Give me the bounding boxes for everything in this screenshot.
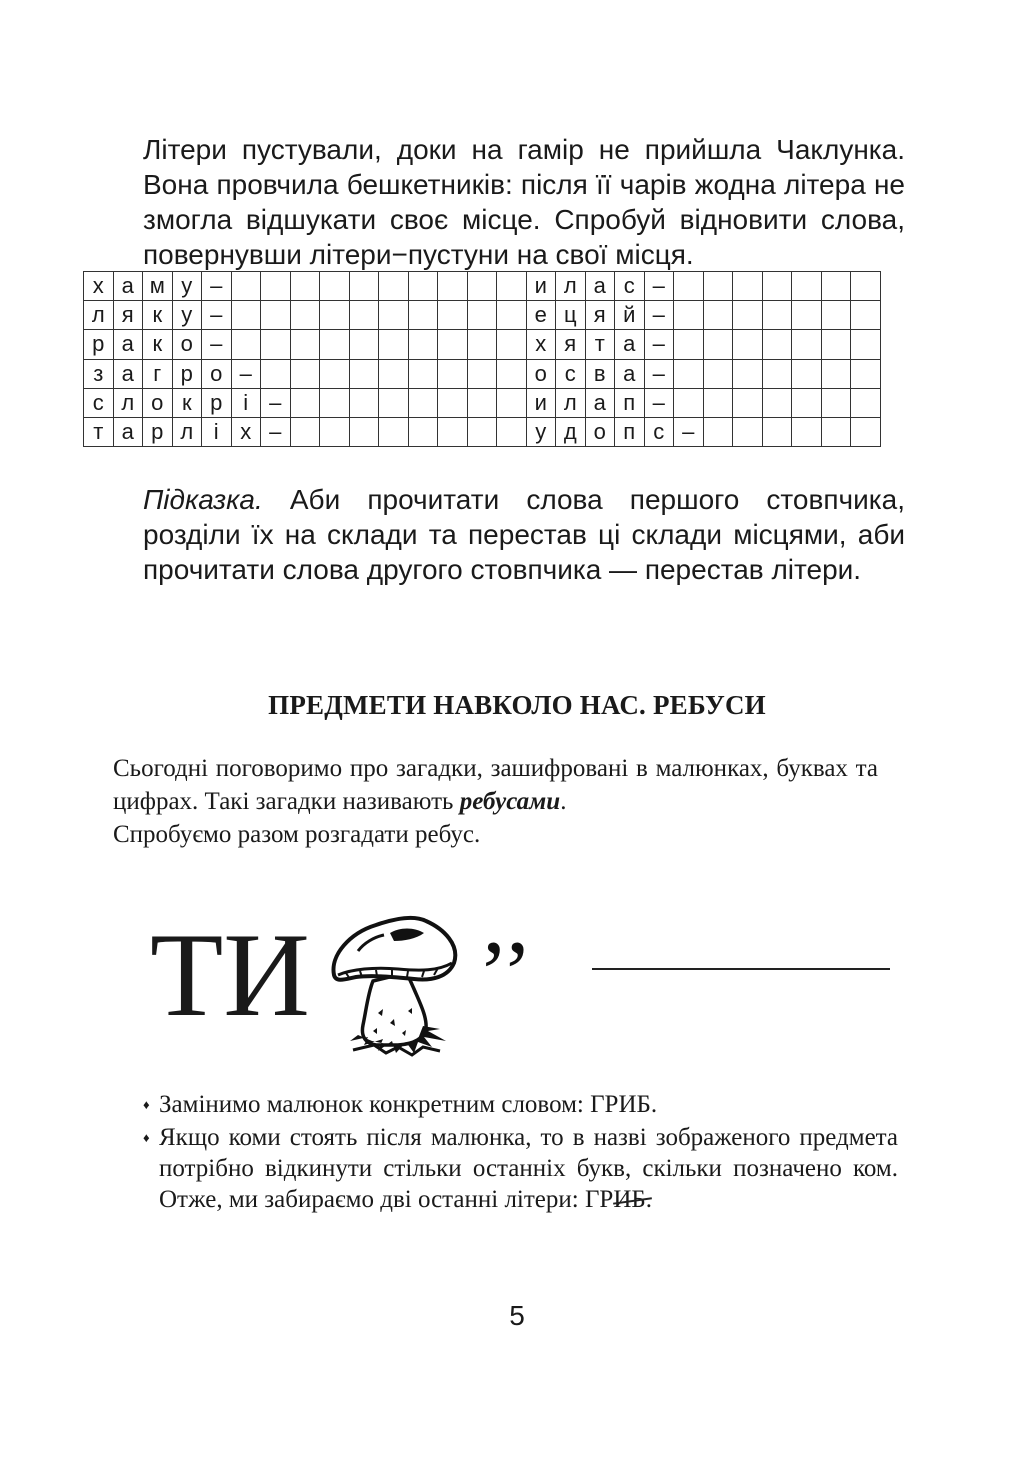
grid-cell [290, 330, 320, 359]
grid-cell [290, 301, 320, 330]
grid-cell: е [526, 301, 556, 330]
bullet-1 [143, 1089, 898, 1120]
bullet-2-text [143, 1122, 898, 1215]
grid-row [84, 330, 881, 359]
grid-cell [467, 359, 497, 388]
bullet-marker-2: ♦ [143, 1130, 150, 1145]
grid-cell [733, 301, 763, 330]
grid-cell [851, 359, 881, 388]
page-number: 5 [509, 1300, 525, 1331]
grid-cell [467, 417, 497, 446]
grid-cell [497, 330, 527, 359]
grid-cell [349, 359, 379, 388]
grid-cell: м [143, 272, 173, 301]
hint-label: Підказка. [143, 484, 263, 515]
grid-cell [320, 388, 350, 417]
grid-cell [349, 388, 379, 417]
grid-cell [320, 359, 350, 388]
grid-cell [703, 272, 733, 301]
grid-cell: і [231, 388, 261, 417]
grid-cell: я [556, 330, 586, 359]
grid-cell [438, 301, 468, 330]
grid-cell [320, 330, 350, 359]
grid-cell: л [172, 417, 202, 446]
grid-cell [851, 388, 881, 417]
grid-cell [733, 417, 763, 446]
grid-cell [762, 330, 792, 359]
grid-cell [320, 301, 350, 330]
grid-cell: я [113, 301, 143, 330]
section-heading: ПРЕДМЕТИ НАВКОЛО НАС. РЕБУСИ [268, 690, 766, 720]
grid-cell [792, 388, 822, 417]
grid-cell: а [113, 417, 143, 446]
grid-cell: с [644, 417, 674, 446]
grid-cell [703, 417, 733, 446]
grid-cell: в [585, 359, 615, 388]
grid-cell: и [526, 388, 556, 417]
grid-cell [408, 359, 438, 388]
hint-text: Аби прочитати слова першого стовпчика, розділи їх на склади та перестав ці склади місцями, аби прочитати слова другого стовпчика — перестав літери. [143, 484, 905, 585]
grid-cell [674, 388, 704, 417]
bullet-1-text: Замінимо малюнок конкретним словом: ГРИБ. [159, 1091, 658, 1118]
grid-cell [851, 301, 881, 330]
grid-cell: р [172, 359, 202, 388]
grid-cell [674, 359, 704, 388]
grid-cell: й [615, 301, 645, 330]
grid-cell: т [84, 417, 114, 446]
grid-cell [497, 359, 527, 388]
grid-cell [438, 359, 468, 388]
grid-cell [762, 417, 792, 446]
grid-cell [821, 330, 851, 359]
grid-cell [851, 330, 881, 359]
rebus-commas [478, 922, 538, 1024]
grid-cell [497, 272, 527, 301]
grid-cell [674, 301, 704, 330]
grid-cell: л [556, 272, 586, 301]
grid-cell: а [615, 359, 645, 388]
grid-cell [792, 330, 822, 359]
grid-cell [851, 417, 881, 446]
grid-cell: л [84, 301, 114, 330]
grid-cell [497, 417, 527, 446]
grid-cell: с [556, 359, 586, 388]
grid-cell [438, 388, 468, 417]
rebus-intro-text: Сьогодні поговоримо про загадки, зашифровані в малюнках, буквах та цифрах. Такі загадки називають [113, 755, 878, 815]
grid-cell: – [644, 301, 674, 330]
grid-cell [408, 272, 438, 301]
grid-cell: – [202, 330, 232, 359]
grid-cell: с [615, 272, 645, 301]
grid-cell: – [231, 359, 261, 388]
grid-cell: у [172, 272, 202, 301]
hint-paragraph [143, 482, 905, 587]
grid-cell [290, 272, 320, 301]
grid-cell [408, 388, 438, 417]
grid-cell [497, 301, 527, 330]
grid-cell [261, 272, 291, 301]
grid-cell: о [202, 359, 232, 388]
grid-cell: – [644, 272, 674, 301]
grid-cell [703, 359, 733, 388]
grid-cell [762, 272, 792, 301]
grid-cell [261, 330, 291, 359]
grid-cell [379, 330, 409, 359]
grid-cell: о [526, 359, 556, 388]
rebus-intro-end: . [560, 788, 567, 815]
grid-cell [821, 272, 851, 301]
grid-cell [733, 359, 763, 388]
grid-cell: а [615, 330, 645, 359]
mushroom-icon [328, 913, 463, 1065]
grid-cell [762, 388, 792, 417]
grid-cell: – [644, 359, 674, 388]
grid-cell [674, 330, 704, 359]
grid-cell [467, 301, 497, 330]
grid-cell [290, 417, 320, 446]
grid-cell: ц [556, 301, 586, 330]
grid-cell [733, 330, 763, 359]
grid-cell [320, 272, 350, 301]
grid-cell [821, 417, 851, 446]
rebus-try-paragraph: Спробуємо разом розгадати ребус. [113, 821, 481, 848]
grid-cell: у [526, 417, 556, 446]
grid-cell: – [202, 272, 232, 301]
grid-cell [261, 359, 291, 388]
grid-cell: к [172, 388, 202, 417]
grid-cell: – [202, 301, 232, 330]
bullet-marker-1: ♦ [143, 1097, 150, 1112]
grid-cell [733, 272, 763, 301]
grid-row [84, 417, 881, 446]
grid-cell [438, 330, 468, 359]
grid-cell [231, 272, 261, 301]
grid-cell [379, 388, 409, 417]
grid-cell [821, 388, 851, 417]
grid-cell: и [526, 272, 556, 301]
grid-cell: к [143, 330, 173, 359]
grid-cell: а [113, 359, 143, 388]
grid-cell: а [113, 272, 143, 301]
grid-cell: с [84, 388, 114, 417]
grid-cell: – [261, 417, 291, 446]
grid-cell [792, 301, 822, 330]
grid-cell [792, 272, 822, 301]
grid-cell: т [585, 330, 615, 359]
grid-cell: о [172, 330, 202, 359]
grid-cell [674, 272, 704, 301]
grid-cell [792, 359, 822, 388]
grid-cell: п [615, 388, 645, 417]
grid-cell [438, 272, 468, 301]
letter-grid [83, 271, 881, 447]
grid-cell [349, 272, 379, 301]
grid-cell [379, 301, 409, 330]
grid-cell [379, 272, 409, 301]
grid-cell: р [202, 388, 232, 417]
grid-cell [290, 388, 320, 417]
answer-line [592, 968, 890, 970]
grid-cell: д [556, 417, 586, 446]
grid-cell: х [526, 330, 556, 359]
grid-cell [762, 359, 792, 388]
grid-row [84, 388, 881, 417]
grid-cell [261, 301, 291, 330]
grid-cell: – [644, 330, 674, 359]
grid-cell: х [231, 417, 261, 446]
grid-cell [467, 272, 497, 301]
grid-cell [231, 330, 261, 359]
rebus-commas-text: ’’ [478, 922, 533, 1024]
grid-cell: о [143, 388, 173, 417]
grid-cell [379, 359, 409, 388]
grid-cell [408, 330, 438, 359]
grid-cell [467, 388, 497, 417]
grid-cell [438, 417, 468, 446]
grid-cell: і [202, 417, 232, 446]
grid-cell: а [585, 272, 615, 301]
grid-cell [349, 301, 379, 330]
grid-cell [703, 301, 733, 330]
grid-cell [349, 417, 379, 446]
grid-cell: – [644, 388, 674, 417]
grid-cell: р [84, 330, 114, 359]
intro-paragraph: Літери пустували, доки на гамір не прийшла Чаклунка. Вона провчила бешкетників: після її чарів жодна літера не змогла відшукати своє місце. Спробуй відновити слова, повернувши літери−пустуни на свої місця. [143, 134, 905, 270]
rebus-intro-paragraph [113, 752, 878, 818]
grid-cell: л [556, 388, 586, 417]
grid-cell [821, 301, 851, 330]
grid-row [84, 272, 881, 301]
grid-cell [467, 330, 497, 359]
grid-cell [821, 359, 851, 388]
grid-cell [497, 388, 527, 417]
grid-row [84, 301, 881, 330]
grid-cell [349, 330, 379, 359]
grid-cell [320, 417, 350, 446]
grid-cell [408, 417, 438, 446]
rebus-letters: ТИ [150, 908, 310, 1041]
grid-cell [379, 417, 409, 446]
grid-cell: а [113, 330, 143, 359]
grid-cell [290, 359, 320, 388]
grid-cell: к [143, 301, 173, 330]
bullet-2 [143, 1122, 898, 1215]
grid-cell [762, 301, 792, 330]
grid-cell: х [84, 272, 114, 301]
struck-letters: ИБ. [613, 1186, 653, 1213]
grid-cell: п [615, 417, 645, 446]
rebus-term: ребусами [459, 788, 561, 815]
grid-cell [703, 388, 733, 417]
grid-cell: я [585, 301, 615, 330]
grid-cell [733, 388, 763, 417]
grid-cell [792, 417, 822, 446]
grid-cell: – [261, 388, 291, 417]
grid-cell [703, 330, 733, 359]
grid-cell: г [143, 359, 173, 388]
grid-cell: р [143, 417, 173, 446]
grid-cell: а [585, 388, 615, 417]
grid-cell [231, 301, 261, 330]
grid-cell: з [84, 359, 114, 388]
grid-cell: – [674, 417, 704, 446]
grid-cell [408, 301, 438, 330]
grid-cell: л [113, 388, 143, 417]
grid-cell: у [172, 301, 202, 330]
bullet-2-main: Якщо коми стоять після малюнка, то в назві зображеного предмета потрібно відкинути стільки останніх букв, скільки позначено ком. Отже, ми забираємо дві останні літери: ГР [159, 1124, 898, 1213]
grid-row [84, 359, 881, 388]
grid-cell [851, 272, 881, 301]
grid-cell: о [585, 417, 615, 446]
